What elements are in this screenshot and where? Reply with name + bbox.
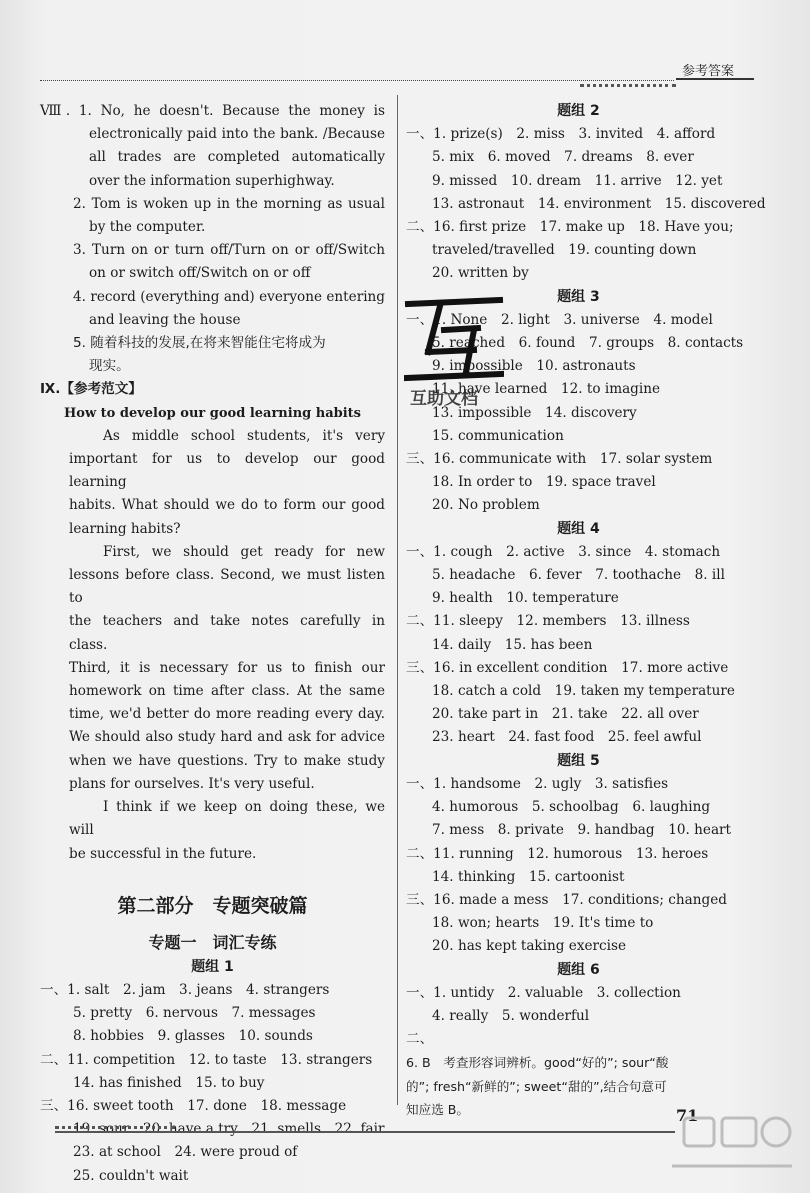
answer-line: 2. Tom is woken up in the morning as usual — [73, 195, 385, 212]
essay-line: when we have questions. Try to make study — [69, 752, 385, 769]
left-column — [40, 100, 385, 1188]
answer-line: and leaving the house — [89, 311, 241, 328]
answer-line: on or switch off/Switch on or off — [89, 265, 311, 282]
answer-line: 5. mix 6. moved 7. dreams 8. ever — [432, 149, 694, 166]
group-6-title: 题组 6 — [557, 961, 600, 978]
page-number: 71 — [676, 1106, 699, 1125]
group-5-title: 题组 5 — [557, 752, 600, 769]
group-3-title: 题组 3 — [557, 288, 600, 305]
right-column — [406, 100, 766, 1121]
answer-line: 5. headache 6. fever 7. toothache 8. ill — [432, 567, 725, 584]
answer-line: 9. missed 10. dream 11. arrive 12. yet — [432, 172, 723, 189]
essay-line: Third, it is necessary for us to finish our — [69, 659, 385, 676]
answer-line: 25. couldn't wait — [73, 1167, 189, 1184]
answer-line: 11. have learned 12. to imagine — [432, 381, 661, 398]
essay-line: be successful in the future. — [69, 845, 257, 862]
answer-line: 18. In order to 19. space travel — [432, 474, 656, 491]
answer-line: 一、1. prize(s) 2. miss 3. invited 4. afford — [406, 126, 716, 143]
answer-line: 13. astronaut 14. environment 15. discovered — [432, 195, 766, 212]
answer-line: 4. humorous 5. schoolbag 6. laughing — [432, 799, 711, 816]
group-1-title: 题组 1 — [191, 958, 234, 975]
answer-line: 20. written by — [432, 265, 529, 282]
answer-line: 23. at school 24. were proud of — [73, 1144, 298, 1161]
answer-line: 的”; fresh“新鲜的”; sweet“甜的”,结合句意可 — [406, 1078, 667, 1094]
answer-line: 一、1. handsome 2. ugly 3. satisfies — [406, 775, 669, 792]
header-title: 参考答案 — [682, 64, 735, 79]
answer-line: 18. won; hearts 19. It's time to — [432, 915, 654, 932]
watermark-text: 互助文档 — [410, 389, 478, 409]
answer-line: 23. heart 24. fast food 25. feel awful — [432, 729, 702, 746]
answer-line: all trades are completed automatically — [89, 149, 385, 166]
essay-title: How to develop our good learning habits — [64, 405, 361, 421]
answer-line: 三、16. communicate with 17. solar system — [406, 451, 713, 468]
answer-line: electronically paid into the bank. /Because — [89, 126, 385, 143]
section-ix-heading: Ⅸ.【参考范文】 — [40, 381, 142, 398]
topic-title: 专题一 词汇专练 — [148, 932, 277, 952]
answer-line: 5. pretty 6. nervous 7. messages — [73, 1005, 316, 1022]
answer-line: 6. B 考查形容词辨析。good“好的”; sour“酸 — [406, 1055, 669, 1071]
group-4-title: 题组 4 — [557, 520, 600, 537]
answer-line: by the computer. — [89, 219, 206, 236]
essay-line: lessons before class. Second, we must listen to — [69, 567, 385, 607]
answer-line: 13. impossible 14. discovery — [432, 404, 637, 421]
answer-line: 一、1. salt 2. jam 3. jeans 4. strangers — [40, 981, 330, 998]
footer-rule — [55, 1131, 675, 1133]
answer-line: 二、11. competition 12. to taste 13. strangers — [40, 1051, 373, 1068]
answer-line: 三、16. in excellent condition 17. more active — [406, 659, 729, 676]
answer-line: 18. catch a cold 19. taken my temperature — [432, 683, 735, 700]
header-underline — [676, 78, 754, 80]
answer-line: 8. hobbies 9. glasses 10. sounds — [73, 1028, 313, 1045]
essay-line: habits. What should we do to form our good — [69, 497, 385, 514]
answer-line: 14. daily 15. has been — [432, 636, 593, 653]
answer-line: 14. has finished 15. to buy — [73, 1074, 265, 1091]
answer-line: 现实。 — [89, 358, 130, 375]
answer-line: 5. reached 6. found 7. groups 8. contacts — [432, 335, 744, 352]
answer-line: 15. communication — [432, 427, 564, 444]
corner-watermark-icon — [664, 1110, 800, 1180]
answer-line: 3. Turn on or turn off/Turn on or off/Switch — [73, 242, 385, 259]
group-2-title: 题组 2 — [557, 103, 600, 119]
answer-line: 5. 随着科技的发展,在将来智能住宅将成为 — [73, 335, 326, 352]
answer-line: 20. take part in 21. take 22. all over — [432, 706, 699, 723]
answer-line: 20. No problem — [432, 497, 540, 514]
answer-line: 知应选 B。 — [406, 1101, 470, 1117]
answer-line: 9. impossible 10. astronauts — [432, 358, 636, 375]
answer-line: traveled/travelled 19. counting down — [432, 242, 697, 259]
essay-line: As middle school students, it's very — [103, 427, 385, 444]
essay-line: learning habits? — [69, 520, 181, 537]
answer-line: 7. mess 8. private 9. handbag 10. heart — [432, 822, 732, 839]
answer-line: 20. has kept taking exercise — [432, 938, 627, 955]
footer-dotted-rule — [55, 1126, 175, 1129]
answer-line: 4. record (everything and) everyone entering — [73, 288, 385, 305]
answer-line: 三、16. made a mess 17. conditions; changed — [406, 891, 727, 908]
answer-line: 三、16. sweet tooth 17. done 18. message — [40, 1097, 347, 1114]
essay-line: I think if we keep on doing these, we will — [69, 799, 385, 839]
answer-line: 二、16. first prize 17. make up 18. Have you; — [406, 219, 734, 236]
essay-line: important for us to develop our good learning — [69, 451, 385, 491]
answer-line: 一、1. cough 2. active 3. since 4. stomach — [406, 543, 721, 560]
header-dotted-rule-bold — [580, 84, 676, 87]
essay-line: We should also study hard and ask for advice — [69, 729, 385, 746]
answer-line: 二、 — [406, 1031, 434, 1048]
answer-line: 14. thinking 15. cartoonist — [432, 868, 625, 885]
answer-line: over the information superhighway. — [89, 172, 335, 189]
essay-line: plans for ourselves. It's very useful. — [69, 775, 315, 792]
essay-line: the teachers and take notes carefully in class. — [69, 613, 385, 653]
answer-line: 二、11. running 12. humorous 13. heroes — [406, 845, 709, 862]
answer-line: 19. sour 20. have a try 21. smells 22. fair — [73, 1121, 385, 1138]
answer-line: 一、1. untidy 2. valuable 3. collection — [406, 984, 681, 1001]
answer-line: 二、11. sleepy 12. members 13. illness — [406, 613, 690, 630]
column-divider — [397, 95, 398, 1105]
answer-line: 9. health 10. temperature — [432, 590, 619, 607]
part-title: 第二部分 专题突破篇 — [117, 894, 308, 917]
answer-line: 一、1. None 2. light 3. universe 4. model — [406, 311, 713, 328]
answer-line: 4. really 5. wonderful — [432, 1007, 590, 1024]
answer-line: Ⅷ. 1. No, he doesn't. Because the money is — [40, 103, 385, 119]
essay-line: time, we'd better do more reading every day. — [69, 706, 385, 723]
essay-line: First, we should get ready for new — [103, 543, 385, 560]
essay-line: homework on time after class. At the same — [69, 683, 385, 700]
header-dotted-rule — [40, 80, 674, 81]
